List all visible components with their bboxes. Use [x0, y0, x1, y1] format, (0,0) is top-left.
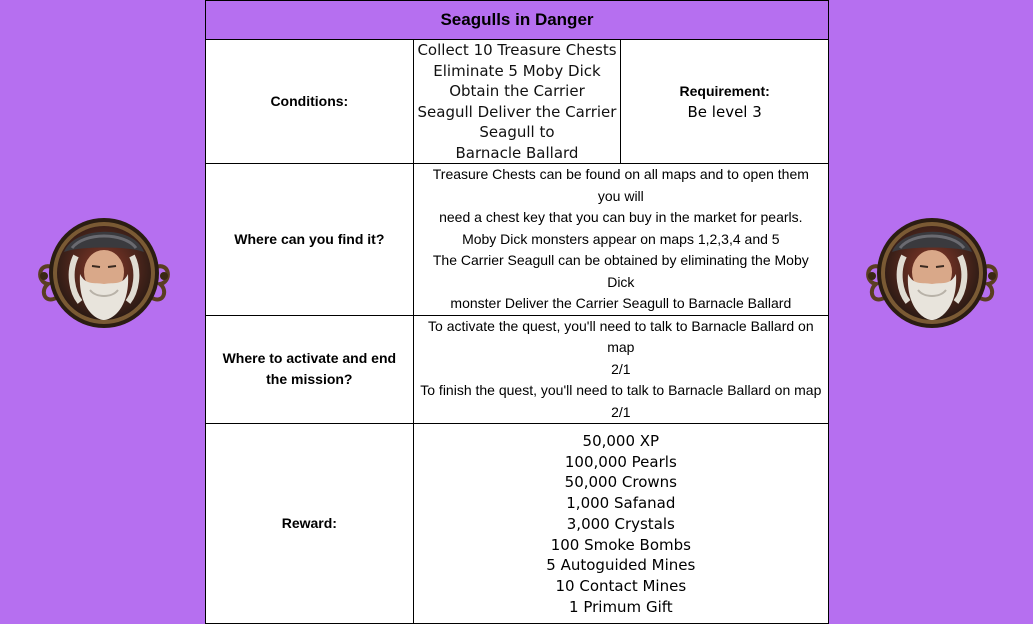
activate-line: To activate the quest, you'll need to talk to Barnacle Ballard on map — [428, 317, 814, 355]
where-find-line: The Carrier Seagull can be obtained by eliminating the Moby Dick — [432, 252, 809, 290]
reward-line: 50,000 Crowns — [564, 473, 677, 492]
conditions-line: Eliminate 5 Moby Dick — [433, 61, 601, 80]
requirement-cell — [621, 40, 829, 164]
title-row — [206, 1, 829, 40]
activate-row — [206, 315, 829, 424]
where-find-row — [206, 164, 829, 316]
where-find-line: need a chest key that you can buy in the market for pearls. — [439, 209, 803, 225]
reward-line: 3,000 Crystals — [566, 514, 675, 533]
reward-line: 1 Primum Gift — [569, 597, 673, 616]
activate-value — [413, 315, 828, 424]
requirement-label: Requirement: — [679, 82, 770, 99]
where-find-label: Where can you find it? — [206, 164, 414, 316]
where-find-line: monster Deliver the Carrier Seagull to Barnacle Ballard — [450, 295, 792, 311]
conditions-line: Obtain the Carrier — [449, 82, 585, 100]
where-find-line: Treasure Chests can be found on all maps and to open them you will — [432, 166, 809, 204]
pirate-captain-portrait-icon — [34, 212, 174, 334]
conditions-row — [206, 40, 829, 164]
reward-label: Reward: — [206, 424, 414, 624]
quest-title: Seagulls in Danger — [206, 1, 829, 40]
reward-line: 100 Smoke Bombs — [550, 535, 691, 554]
reward-line: 10 Contact Mines — [555, 576, 687, 595]
reward-line: 100,000 Pearls — [564, 452, 677, 471]
conditions-label: Conditions: — [206, 40, 414, 164]
activate-label: Where to activate and end the mission? — [206, 315, 414, 424]
reward-row — [206, 424, 829, 624]
reward-line: 1,000 Safanad — [566, 494, 676, 513]
reward-line: 50,000 XP — [582, 432, 660, 450]
activate-line: 2/1 — [611, 360, 631, 377]
conditions-line: Collect 10 Treasure Chests — [417, 41, 617, 59]
conditions-value — [413, 40, 621, 164]
pirate-captain-portrait-icon — [862, 212, 1002, 334]
quest-table — [205, 0, 829, 624]
reward-value — [413, 424, 828, 624]
activate-line: To finish the quest, you'll need to talk to Barnacle Ballard on map 2/1 — [420, 382, 822, 420]
conditions-line: Seagull Deliver the Carrier Seagull to — [417, 102, 617, 141]
where-find-value — [413, 164, 828, 316]
requirement-value: Be level 3 — [687, 102, 762, 121]
conditions-line: Barnacle Ballard — [455, 143, 579, 162]
where-find-line: Moby Dick monsters appear on maps 1,2,3,4 and 5 — [462, 230, 780, 247]
reward-line: 5 Autoguided Mines — [546, 556, 696, 575]
